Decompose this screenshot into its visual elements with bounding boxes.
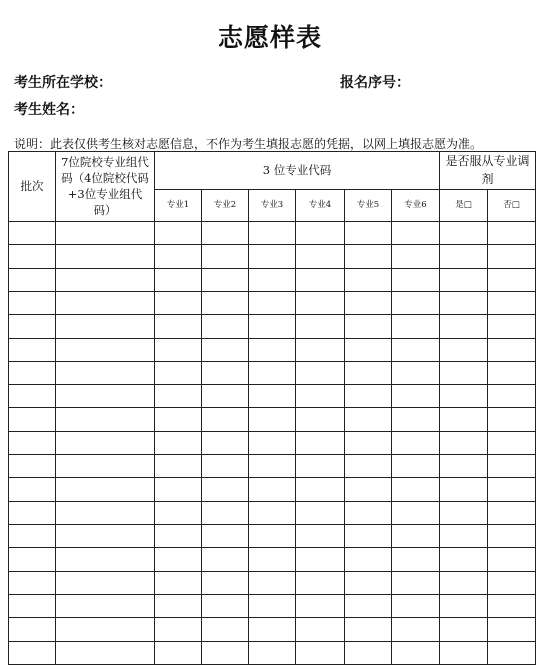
blank-cell bbox=[440, 594, 488, 617]
blank-cell bbox=[56, 478, 155, 501]
blank-cell bbox=[202, 478, 249, 501]
blank-cell bbox=[392, 455, 440, 478]
blank-cell bbox=[488, 641, 536, 664]
blank-cell bbox=[345, 408, 392, 431]
blank-cell bbox=[249, 431, 296, 454]
blank-cell bbox=[9, 618, 56, 641]
blank-cell bbox=[56, 268, 155, 291]
blank-cell bbox=[488, 431, 536, 454]
blank-cell bbox=[440, 385, 488, 408]
blank-cell bbox=[202, 291, 249, 314]
blank-cell bbox=[249, 338, 296, 361]
blank-cell bbox=[296, 408, 345, 431]
blank-cell bbox=[56, 291, 155, 314]
blank-cell bbox=[488, 361, 536, 384]
table-row bbox=[9, 268, 536, 291]
candidate-name-label: 考生姓名： bbox=[14, 102, 84, 118]
blank-cell bbox=[488, 525, 536, 548]
blank-cell bbox=[488, 501, 536, 524]
adjust-no-option: 否□ bbox=[488, 189, 536, 221]
form-title: 志愿样表 bbox=[217, 23, 322, 52]
blank-cell bbox=[440, 478, 488, 501]
table-row bbox=[9, 548, 536, 571]
blank-cell bbox=[56, 455, 155, 478]
blank-cell bbox=[440, 455, 488, 478]
blank-cell bbox=[9, 525, 56, 548]
blank-cell bbox=[155, 338, 202, 361]
sequence-number-label: 报名序号： bbox=[340, 75, 410, 91]
blank-cell bbox=[56, 315, 155, 338]
blank-cell bbox=[440, 338, 488, 361]
blank-cell bbox=[392, 245, 440, 268]
blank-cell bbox=[296, 618, 345, 641]
blank-cell bbox=[392, 408, 440, 431]
blank-cell bbox=[56, 525, 155, 548]
blank-cell bbox=[345, 385, 392, 408]
blank-cell bbox=[155, 571, 202, 594]
blank-cell bbox=[249, 525, 296, 548]
blank-cell bbox=[392, 548, 440, 571]
blank-cell bbox=[440, 571, 488, 594]
blank-cell bbox=[392, 478, 440, 501]
blank-cell bbox=[202, 641, 249, 664]
blank-cell bbox=[155, 618, 202, 641]
blank-cell bbox=[202, 501, 249, 524]
blank-cell bbox=[155, 525, 202, 548]
blank-cell bbox=[155, 548, 202, 571]
blank-cell bbox=[488, 548, 536, 571]
blank-cell bbox=[9, 361, 56, 384]
blank-cell bbox=[296, 501, 345, 524]
blank-cell bbox=[345, 291, 392, 314]
table-row bbox=[9, 618, 536, 641]
blank-cell bbox=[249, 245, 296, 268]
blank-cell bbox=[440, 548, 488, 571]
table-row bbox=[9, 525, 536, 548]
blank-cell bbox=[392, 361, 440, 384]
blank-cell bbox=[392, 315, 440, 338]
blank-cell bbox=[296, 431, 345, 454]
major-2-header: 专业2 bbox=[202, 189, 249, 221]
blank-cell bbox=[440, 641, 488, 664]
blank-cell bbox=[345, 455, 392, 478]
blank-cell bbox=[9, 455, 56, 478]
blank-cell bbox=[202, 618, 249, 641]
blank-cell bbox=[296, 548, 345, 571]
blank-cell bbox=[296, 245, 345, 268]
blank-cell bbox=[9, 268, 56, 291]
blank-cell bbox=[249, 385, 296, 408]
blank-cell bbox=[56, 361, 155, 384]
blank-cell bbox=[345, 338, 392, 361]
blank-cell bbox=[155, 221, 202, 244]
blank-cell bbox=[56, 338, 155, 361]
table-row bbox=[9, 221, 536, 244]
blank-cell bbox=[488, 455, 536, 478]
major-1-header: 专业1 bbox=[155, 189, 202, 221]
blank-cell bbox=[296, 221, 345, 244]
blank-cell bbox=[488, 338, 536, 361]
adjustment-header: 是否服从专业调剂 bbox=[440, 152, 536, 190]
blank-cell bbox=[345, 431, 392, 454]
blank-cell bbox=[488, 315, 536, 338]
table-row bbox=[9, 594, 536, 617]
blank-cell bbox=[56, 408, 155, 431]
group-code-header: 7位院校专业组代码（4位院校代码+3位专业组代码） bbox=[56, 152, 155, 222]
blank-cell bbox=[249, 315, 296, 338]
blank-cell bbox=[202, 571, 249, 594]
table-row bbox=[9, 571, 536, 594]
major-3-header: 专业3 bbox=[249, 189, 296, 221]
table-row bbox=[9, 291, 536, 314]
blank-cell bbox=[155, 291, 202, 314]
blank-cell bbox=[488, 408, 536, 431]
blank-cell bbox=[392, 525, 440, 548]
table-row bbox=[9, 315, 536, 338]
blank-cell bbox=[488, 478, 536, 501]
blank-cell bbox=[202, 594, 249, 617]
blank-cell bbox=[249, 478, 296, 501]
blank-cell bbox=[9, 221, 56, 244]
blank-cell bbox=[392, 338, 440, 361]
blank-cell bbox=[56, 618, 155, 641]
blank-cell bbox=[345, 594, 392, 617]
blank-cell bbox=[440, 361, 488, 384]
blank-cell bbox=[155, 478, 202, 501]
blank-cell bbox=[249, 571, 296, 594]
table-row bbox=[9, 641, 536, 664]
blank-cell bbox=[56, 548, 155, 571]
blank-cell bbox=[345, 548, 392, 571]
blank-cell bbox=[202, 315, 249, 338]
major-6-header: 专业6 bbox=[392, 189, 440, 221]
blank-cell bbox=[345, 315, 392, 338]
blank-cell bbox=[56, 641, 155, 664]
blank-cell bbox=[56, 571, 155, 594]
blank-cell bbox=[9, 408, 56, 431]
blank-cell bbox=[440, 618, 488, 641]
blank-cell bbox=[155, 245, 202, 268]
blank-cell bbox=[249, 455, 296, 478]
blank-cell bbox=[296, 478, 345, 501]
major-codes-header: 3 位专业代码 bbox=[155, 152, 440, 190]
blank-cell bbox=[296, 338, 345, 361]
blank-cell bbox=[345, 361, 392, 384]
blank-cell bbox=[249, 408, 296, 431]
blank-cell bbox=[392, 291, 440, 314]
blank-cell bbox=[9, 501, 56, 524]
blank-cell bbox=[488, 618, 536, 641]
blank-cell bbox=[155, 408, 202, 431]
blank-cell bbox=[9, 385, 56, 408]
blank-cell bbox=[345, 501, 392, 524]
blank-cell bbox=[249, 361, 296, 384]
blank-cell bbox=[296, 291, 345, 314]
adjust-yes-option: 是□ bbox=[440, 189, 488, 221]
table-row bbox=[9, 478, 536, 501]
major-5-header: 专业5 bbox=[345, 189, 392, 221]
blank-cell bbox=[155, 455, 202, 478]
batch-header: 批次 bbox=[9, 152, 56, 222]
blank-cell bbox=[392, 618, 440, 641]
blank-cell bbox=[249, 291, 296, 314]
blank-cell bbox=[488, 594, 536, 617]
blank-cell bbox=[345, 478, 392, 501]
blank-cell bbox=[202, 431, 249, 454]
blank-cell bbox=[202, 455, 249, 478]
blank-cell bbox=[249, 641, 296, 664]
blank-cell bbox=[345, 268, 392, 291]
blank-cell bbox=[296, 641, 345, 664]
blank-cell bbox=[56, 431, 155, 454]
blank-cell bbox=[488, 291, 536, 314]
blank-cell bbox=[9, 594, 56, 617]
blank-cell bbox=[488, 268, 536, 291]
application-table bbox=[8, 151, 536, 665]
blank-cell bbox=[345, 641, 392, 664]
blank-cell bbox=[392, 594, 440, 617]
blank-cell bbox=[488, 245, 536, 268]
table-row bbox=[9, 455, 536, 478]
table-row bbox=[9, 245, 536, 268]
blank-cell bbox=[345, 525, 392, 548]
blank-cell bbox=[440, 245, 488, 268]
table-row bbox=[9, 385, 536, 408]
blank-cell bbox=[249, 501, 296, 524]
blank-cell bbox=[296, 455, 345, 478]
blank-cell bbox=[296, 268, 345, 291]
table-row bbox=[9, 501, 536, 524]
blank-cell bbox=[296, 571, 345, 594]
blank-cell bbox=[392, 571, 440, 594]
blank-cell bbox=[155, 431, 202, 454]
blank-cell bbox=[9, 291, 56, 314]
blank-cell bbox=[56, 245, 155, 268]
blank-cell bbox=[296, 594, 345, 617]
blank-cell bbox=[488, 571, 536, 594]
blank-cell bbox=[392, 501, 440, 524]
blank-cell bbox=[488, 385, 536, 408]
blank-cell bbox=[9, 245, 56, 268]
blank-cell bbox=[345, 571, 392, 594]
table-row bbox=[9, 338, 536, 361]
blank-cell bbox=[440, 268, 488, 291]
blank-cell bbox=[9, 338, 56, 361]
blank-cell bbox=[345, 221, 392, 244]
blank-cell bbox=[440, 525, 488, 548]
blank-cell bbox=[392, 221, 440, 244]
blank-cell bbox=[440, 315, 488, 338]
blank-cell bbox=[202, 525, 249, 548]
blank-cell bbox=[202, 385, 249, 408]
blank-cell bbox=[155, 594, 202, 617]
blank-cell bbox=[155, 385, 202, 408]
blank-cell bbox=[345, 245, 392, 268]
blank-cell bbox=[296, 385, 345, 408]
blank-cell bbox=[202, 268, 249, 291]
blank-cell bbox=[202, 338, 249, 361]
blank-cell bbox=[155, 361, 202, 384]
blank-cell bbox=[296, 315, 345, 338]
table-row bbox=[9, 361, 536, 384]
blank-cell bbox=[9, 478, 56, 501]
blank-cell bbox=[9, 641, 56, 664]
blank-cell bbox=[155, 268, 202, 291]
table-row bbox=[9, 431, 536, 454]
blank-cell bbox=[488, 221, 536, 244]
blank-cell bbox=[56, 385, 155, 408]
blank-cell bbox=[296, 361, 345, 384]
blank-cell bbox=[202, 548, 249, 571]
blank-cell bbox=[249, 618, 296, 641]
blank-cell bbox=[345, 618, 392, 641]
blank-cell bbox=[155, 641, 202, 664]
blank-cell bbox=[392, 268, 440, 291]
blank-cell bbox=[440, 501, 488, 524]
blank-cell bbox=[296, 525, 345, 548]
blank-cell bbox=[56, 594, 155, 617]
blank-cell bbox=[9, 571, 56, 594]
blank-cell bbox=[249, 268, 296, 291]
blank-cell bbox=[9, 315, 56, 338]
blank-cell bbox=[202, 245, 249, 268]
blank-cell bbox=[155, 315, 202, 338]
form-note: 说明：此表仅供考生核对志愿信息，不作为考生填报志愿的凭据，以网上填报志愿为准。 bbox=[14, 137, 483, 151]
blank-cell bbox=[392, 385, 440, 408]
blank-cell bbox=[202, 361, 249, 384]
blank-cell bbox=[392, 431, 440, 454]
blank-cell bbox=[56, 501, 155, 524]
blank-cell bbox=[392, 641, 440, 664]
blank-cell bbox=[249, 221, 296, 244]
blank-cell bbox=[9, 548, 56, 571]
blank-cell bbox=[249, 594, 296, 617]
blank-cell bbox=[249, 548, 296, 571]
blank-cell bbox=[9, 431, 56, 454]
blank-cell bbox=[202, 408, 249, 431]
blank-cell bbox=[440, 408, 488, 431]
blank-cell bbox=[155, 501, 202, 524]
table-row bbox=[9, 408, 536, 431]
blank-cell bbox=[202, 221, 249, 244]
blank-cell bbox=[440, 221, 488, 244]
blank-cell bbox=[440, 431, 488, 454]
major-4-header: 专业4 bbox=[296, 189, 345, 221]
blank-cell bbox=[56, 221, 155, 244]
school-label: 考生所在学校： bbox=[14, 75, 112, 91]
blank-cell bbox=[440, 291, 488, 314]
